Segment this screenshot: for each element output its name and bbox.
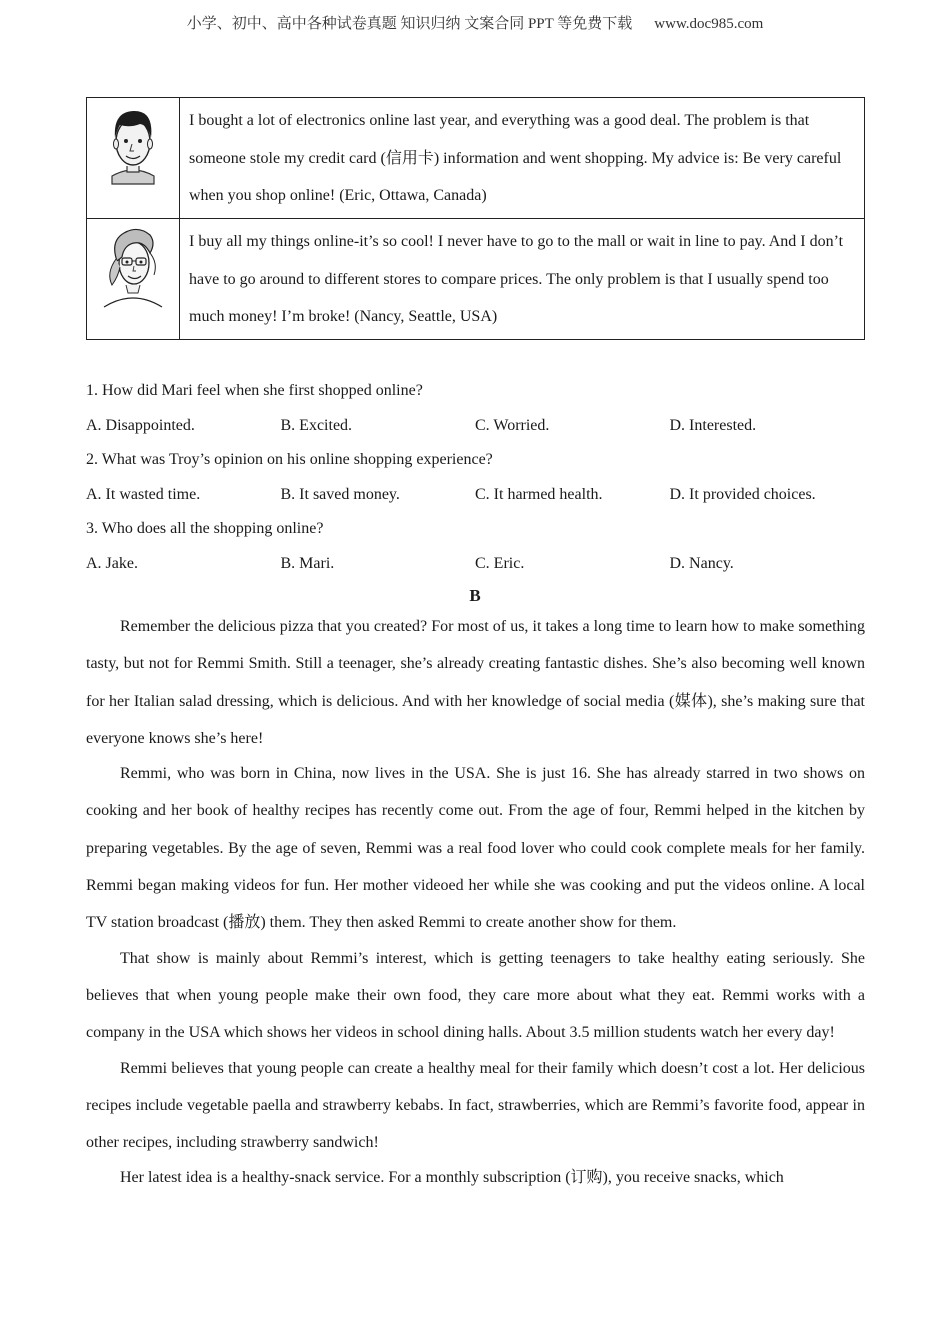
option-c: C. It harmed health.: [475, 485, 603, 503]
passage-paragraph: That show is mainly about Remmi’s interest, which is getting teenagers to take healthy eating seriously. She believes that when young people make their own food, they care more about what they eat. Remmi works with a company in the USA which shows her videos in school dining halls. About 3.5 million students watch her every day!: [86, 949, 865, 1042]
question-stem: 2. What was Troy’s opinion on his online shopping experience?: [86, 451, 493, 468]
girl-cartoon-icon: [98, 219, 168, 309]
option-d: D. Nancy.: [669, 554, 734, 572]
questions-section: [86, 374, 865, 581]
option-a: A. It wasted time.: [86, 485, 201, 503]
option-d: D. It provided choices.: [669, 485, 816, 503]
option-d: D. Interested.: [669, 416, 757, 434]
option-c: C. Worried.: [475, 416, 550, 434]
passage-paragraph: Remmi, who was born in China, now lives in the USA. She is just 16. She has already starred in two shows on cooking and her book of healthy recipes has recently come out. From the age of four, Remmi helped in the kitchen by preparing vegetables. By the age of seven, Remmi was a real food lover who could cook complete meals for her family. Remmi began making videos for fun. Her mother videoed her while she was cooking and put the videos online. A local TV station broadcast (播放) them. They then asked Remmi to create another show for them.: [86, 765, 865, 932]
passage-paragraph: Remember the delicious pizza that you created? For most of us, it takes a long time to learn how to make something tasty, but not for Remmi Smith. Still a teenager, she’s already creating fantastic dishes. She’s also becoming well known for her Italian salad dressing, which is delicious. And with her knowledge of social media (媒体), she’s making sure that everyone knows she’s here!: [86, 618, 865, 747]
letter-text: I buy all my things online-it’s so cool! I never have to go to the mall or wait in line to pay. And I don’t have to go around to different stores to compare prices. The only problem is that I usually spend too much money! I’m broke! (Nancy, Seattle, USA): [180, 219, 865, 340]
options-row: [86, 409, 865, 444]
question-stem: 1. How did Mari feel when she first shopped online?: [86, 382, 423, 399]
boy-cartoon-icon: [98, 98, 168, 188]
options-row: [86, 547, 865, 582]
option-a: A. Jake.: [86, 554, 138, 572]
avatar-cell: [87, 98, 180, 219]
option-a: A. Disappointed.: [86, 416, 195, 434]
header-text: 小学、初中、高中各种试卷真题 知识归纳 文案合同 PPT 等免费下载: [186, 16, 633, 32]
passage-paragraph: Her latest idea is a healthy-snack service. For a monthly subscription (订购), you receive snacks, which: [120, 1169, 784, 1187]
option-b: B. Mari.: [280, 554, 335, 572]
section-title: B: [469, 586, 481, 605]
option-b: B. Excited.: [280, 416, 353, 434]
option-b: B. It saved money.: [280, 485, 400, 503]
letter-row-nancy: [87, 219, 865, 340]
question-stem: 3. Who does all the shopping online?: [86, 520, 324, 537]
avatar-cell: [87, 219, 180, 340]
header-site-link[interactable]: www.doc985.com: [654, 16, 764, 32]
letter-text: I bought a lot of electronics online last year, and everything was a good deal. The problem is that someone stole my credit card (信用卡) information and went shopping. My advice is: Be very careful when you shop online! (Eric, Ottawa, Canada): [180, 98, 865, 219]
letter-row-eric: [87, 98, 865, 219]
passage-paragraph: Remmi believes that young people can create a healthy meal for their family which doesn’t cost a lot. Her delicious recipes include vegetable paella and strawberry kebabs. In fact, strawberries, which are Remmi’s favorite food, appear in other recipes, including strawberry sandwich!: [86, 1059, 865, 1152]
passage-b: [86, 608, 865, 1195]
page-header: [0, 12, 950, 33]
options-row: [86, 478, 865, 513]
letters-table: [86, 97, 865, 340]
option-c: C. Eric.: [475, 554, 525, 572]
